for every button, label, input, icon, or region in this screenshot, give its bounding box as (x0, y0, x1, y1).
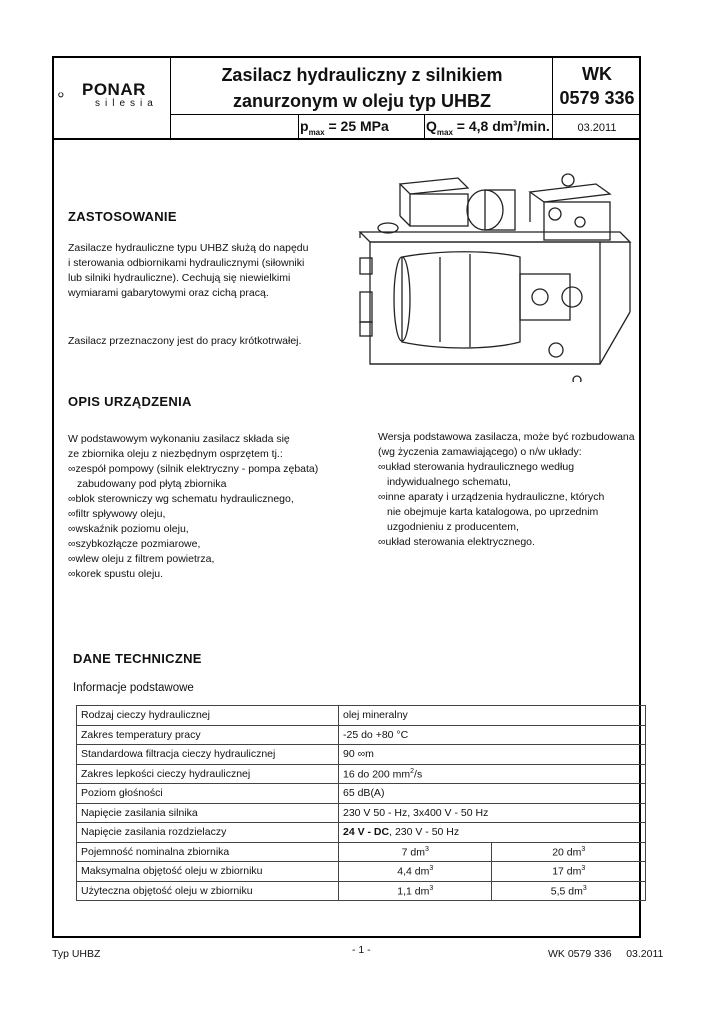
header-divider-spec (170, 114, 641, 115)
doc-code (555, 62, 639, 110)
logo-main: PONAR (82, 80, 146, 99)
doc-code-line-1: WK (582, 64, 612, 84)
usage-text: Zasilacze hydrauliczne typu UHBZ służą do napędu i sterowania odbiornikami hydraulicznymi (siłowniki lub silniki hydrauliczne). Cechują się niewielkimi wymiarami gabarytowymi oraz cichą pracą. (68, 242, 309, 299)
qmax-spec: $Q_{max} = 4,8$ $dm^3/\min$. (426, 118, 550, 137)
page-title (172, 62, 552, 114)
desc-left-item-2: ∞blok sterowniczy wg schematu hydraulicznego, (68, 493, 294, 505)
table-row: Użyteczna objętość oleju w zbiorniku 1,1 $dm^3$ 5,5 $dm^3$ (77, 881, 646, 901)
footer-left: Typ UHBZ (52, 948, 101, 960)
tech-subheading: Informacje podstawowe (73, 682, 194, 694)
hydraulic-unit-illustration (340, 162, 634, 382)
table-row: Napięcie zasilania silnika 230 V 50 - Hz, 3x400 V - 50 Hz (77, 803, 646, 823)
description-heading: OPIS URZĄDZENIA (68, 394, 192, 409)
table-row: Napięcie zasilania rozdzielaczy 24 V - DC, 230 V - 50 Hz (77, 823, 646, 843)
desc-right-item-1: indywidualnego schematu, (387, 476, 511, 488)
desc-right-item-0: ∞układ sterowania hydraulicznego według (378, 461, 575, 473)
logo-sub: silesia (95, 98, 158, 109)
desc-left-item-3: ∞filtr spływowy oleju, (68, 508, 166, 520)
header-divider-v4 (424, 114, 425, 138)
table-row: Maksymalna objętość oleju w zbiorniku 4,4 $dm^3$ 17 $dm^3$ (77, 862, 646, 882)
desc-right-item-4: uzgodnieniu z producentem, (387, 521, 519, 533)
desc-left-item-1: zabudowany pod płytą zbiornika (77, 478, 227, 490)
table-row: Zakres temperatury pracy -25 do +80 °C (77, 725, 646, 745)
tech-heading: DANE TECHNICZNE (73, 651, 202, 666)
header-divider-v2 (552, 56, 553, 140)
ponar-logo-icon (58, 80, 84, 110)
usage-note: Zasilacz przeznaczony jest do pracy krótkotrwałej. (68, 335, 302, 347)
table-row: Zakres lepkości cieczy hydraulicznej 16 do 200 $mm^2/s$ (77, 764, 646, 784)
doc-code-line-2: 0579 336 (559, 88, 635, 108)
desc-left-item-0: ∞zespół pompowy (silnik elektryczny - pompa zębata) (68, 463, 319, 475)
footer-right: WK 0579 336 03.2011 (548, 948, 664, 960)
desc-left-item-5: ∞szybkozłącze pozmiarowe, (68, 538, 201, 550)
desc-right-item-3: nie obejmuje karta katalogowa, po uprzednim (387, 506, 599, 518)
description-right: Wersja podstawowa zasilacza, może być rozbudowana (wg życzenia zamawiającego) o n/w układy: ∞układ sterowania hydraulicznego według indywidualnego schematu, ∞inne aparaty i urządzenia hydrauliczne, których nie obejmuje karta katalogowa, po uprzednim uzgodnieniu z producentem, ∞układ sterowania elektrycznego. (378, 430, 640, 550)
table-row: Rodzaj cieczy hydraulicznej olej mineralny (77, 706, 646, 726)
table-row: Pojemność nominalna zbiornika 7 $dm^3$ 20 $dm^3$ (77, 842, 646, 862)
desc-right-item-2: ∞inne aparaty i urządzenia hydrauliczne, których (378, 491, 605, 503)
usage-heading: ZASTOSOWANIE (68, 209, 177, 224)
title-line-2: zanurzonym w oleju typ UHBZ (232, 91, 491, 111)
footer-page-number: - 1 - (352, 944, 371, 956)
desc-left-item-4: ∞wskaźnik poziomu oleju, (68, 523, 189, 535)
tech-table (76, 705, 646, 901)
description-left: W podstawowym wykonaniu zasilacz składa się ze zbiornika oleju z niezbędnym osprzętem tj.: ∞zespół pompowy (silnik elektryczny - pompa zębata) zabudowany pod płytą zbiornika ∞blok sterowniczy wg schematu hydraulicznego, ∞filtr spływowy oleju, ∞wskaźnik poziomu oleju, ∞szybkozłącze pozmiarowe, ∞wlew oleju z filtrem powietrza, ∞korek spustu oleju. (68, 432, 358, 582)
desc-left-item-6: ∞wlew oleju z filtrem powietrza, (68, 553, 215, 565)
header-divider-v3 (298, 114, 299, 138)
desc-right-item-5: ∞układ sterowania elektrycznego. (378, 536, 535, 548)
desc-left-item-7: ∞korek spustu oleju. (68, 568, 164, 580)
header-date: 03.2011 (577, 122, 617, 134)
title-line-1: Zasilacz hydrauliczny z silnikiem (221, 65, 503, 85)
table-row: Poziom głośności 65 dB(A) (77, 784, 646, 804)
pmax-spec: $p_{max} = 25$ MPa (300, 118, 389, 137)
table-row: Standardowa filtracja cieczy hydraulicznej 90 ∞m (77, 745, 646, 765)
header-divider-v1 (170, 56, 171, 140)
